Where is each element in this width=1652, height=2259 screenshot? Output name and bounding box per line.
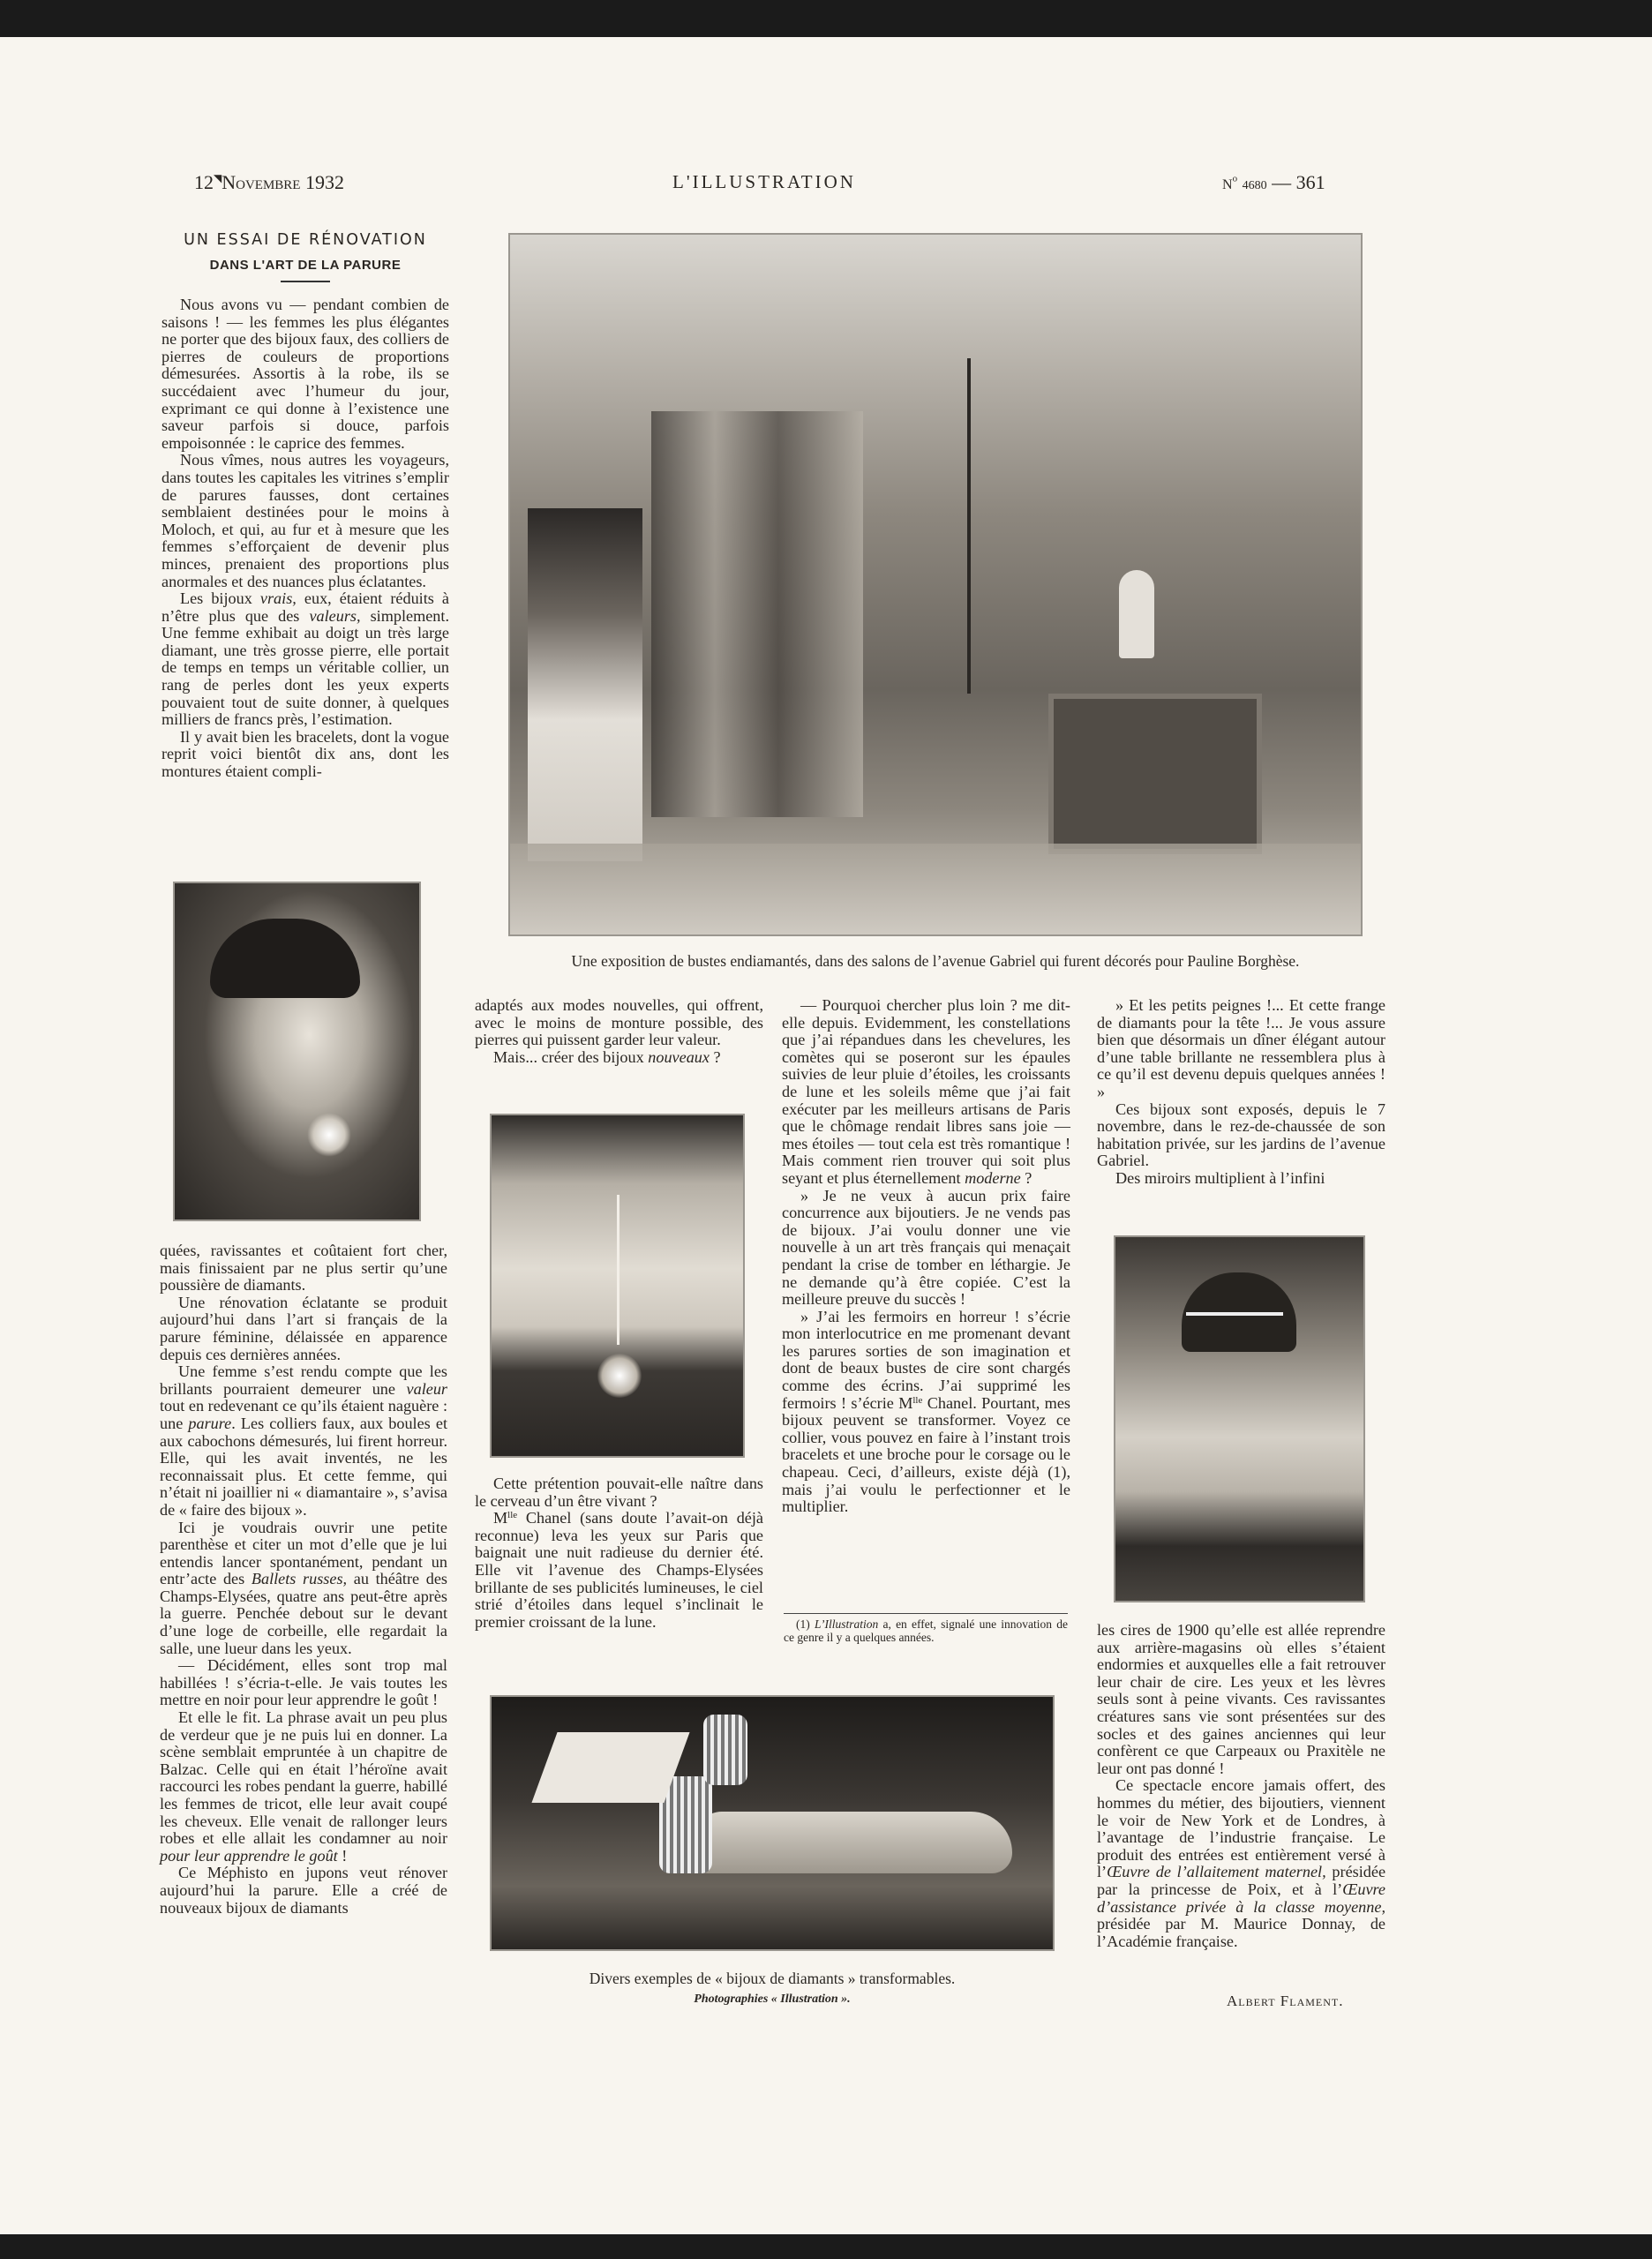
- text-segment: » J’ai les fermoirs en horreur ! s’écrie mon interlocutrice en me promenant devant les parures sorties de son imagination et dont de beaux bustes de cire sont chargés comme des écrins. J’ai supprimé les fermoirs ! s’écrie M: [782, 1307, 1070, 1412]
- article-title: UN ESSAI DE RÉNOVATION: [184, 231, 427, 249]
- issue-sup: o: [1232, 173, 1238, 184]
- issue-prefix: N: [1222, 177, 1233, 192]
- text-segment: valeur: [406, 1379, 447, 1398]
- column-2-bottom: [475, 1475, 763, 1631]
- text-segment: eux, étaient réduits à n’être plus que des: [161, 589, 449, 625]
- text-segment: Il y avait bien les bracelets, dont la vogue reprit voici bientôt dix ans, dont les montures étaient compli-: [161, 727, 449, 781]
- text-segment: ?: [1020, 1168, 1032, 1187]
- text-segment: Et elle le fit. La phrase avait un peu plus de verdeur que je ne puis lui en donner. La scène semblait empruntée à un chapitre de Balzac. Celle qui en était l’héroïne avait raccourci les robes pendant la guerre, habillé les femmes de tricot, elle leur avait coupé les cheveux. Elle venait de rallonger leurs robes et elle allait les condamner au noir: [160, 1708, 447, 1848]
- text-segment: Nous vîmes, nous autres les voyageurs, dans toutes les capitales les vitrines s’emplir de parures fausses, dont certaines semblaient destinées pour le moins à Moloch, et qui, au fur et à mesure que les femmes s’efforçaient de devenir plus minces, prenaient des proportions plus anormales et des nuances plus éclatantes.: [161, 451, 449, 590]
- text-segment: Des miroirs multiplient à l’infini: [1115, 1168, 1325, 1187]
- text-segment: Chanel. Pourtant, mes bijoux peuvent se transformer. Voyez ce collier, vous pouvez en faire à l’instant trois bracelets et une broche pour le corsage ou le chapeau. Ceci, d’ailleurs, existe déjà (1), mais j’ai voulu le perfectionner et le multiplier.: [782, 1393, 1070, 1516]
- necklace-bust-photo: [490, 1114, 745, 1458]
- date-year: 1932: [304, 171, 344, 193]
- footnote-text: a, en effet, signalé une innovation de ce genre il y a quelques années.: [784, 1617, 1069, 1644]
- bracelets-photo-caption: Divers exemples de « bijoux de diamants » transformables.: [589, 1970, 956, 1987]
- text-segment: M: [493, 1509, 508, 1527]
- text-segment: !: [337, 1846, 348, 1865]
- text-segment: Cette prétention pouvait-elle naître dans le cerveau d’un être vivant ?: [475, 1475, 763, 1510]
- paragraph: [161, 296, 449, 452]
- title-rule: [281, 281, 330, 282]
- paragraph: [161, 590, 449, 729]
- paragraph: [1097, 997, 1385, 1101]
- paragraph: [160, 1363, 447, 1519]
- text-segment: nouveaux: [648, 1047, 710, 1066]
- text-segment: » Et les petits peignes !... Et cette frange de diamants pour la tête !... Je vous assure bien que désormais un dîner élégant autour d’une table brillante ne ressemblera plus à ce qu’il est devenu depuis quelques années ! »: [1097, 996, 1385, 1100]
- paragraph: [1097, 1777, 1385, 1950]
- text-segment: » Je ne veux à aucun prix faire concurrence aux bijoutiers. Je ne vends pas de bijoux. J’ai voulu donner une vie nouvelle à un art très français qui menaçait pendant la crise de tomber en léthargie. Je ne demande qu’à être copiée. C’est la meilleure preuve du succès !: [782, 1186, 1070, 1309]
- paragraph: [160, 1295, 447, 1363]
- paragraph: [160, 1865, 447, 1917]
- issue-date: 12◥Novembre 1932: [194, 171, 344, 193]
- text-segment: lle: [507, 1510, 518, 1521]
- magazine-title: L'ILLUSTRATION: [672, 171, 856, 192]
- paragraph: [1097, 1101, 1385, 1170]
- footnote-rule: [784, 1613, 1068, 1614]
- text-segment: Une rénovation éclatante se produit aujourd’hui dans l’art si français de la parure féminine, délaissée en apparence depuis ces dernières années.: [160, 1293, 447, 1363]
- date-day: 12: [194, 171, 214, 193]
- text-segment: . Les colliers faux, aux boules et aux cabochons démesurés, lui firent horreur. Elle, qui les avait inventés, ne les reconnaissait plus. Et cette femme, qui n’était ni joaillier ni « diamantaire », s’avisa de « faire des bijoux ».: [160, 1414, 448, 1519]
- text-segment: vrais,: [259, 589, 297, 608]
- text-segment: Œuvre d’assistance privée à la classe moyenne,: [1097, 1880, 1385, 1916]
- footnote-italic: L’Illustration: [814, 1617, 879, 1631]
- bottom-bar: [0, 2234, 1652, 2259]
- text-segment: moderne: [965, 1168, 1021, 1187]
- paragraph: [475, 997, 763, 1049]
- top-bar: [0, 0, 1652, 37]
- text-segment: — Décidément, elles sont trop mal habillées ! s’écria-t-elle. Je vais toutes les mettre en noir pour leur apprendre le goût !: [160, 1656, 447, 1709]
- text-segment: présidée par M. Maurice Donnay, de l’Académie française.: [1097, 1915, 1385, 1950]
- text-segment: Les bijoux: [180, 589, 260, 608]
- issue-number: 4680: [1242, 179, 1267, 192]
- photo-credit: Photographies « Illustration ».: [694, 1993, 851, 2006]
- footnote-marker: (1): [796, 1617, 810, 1631]
- text-segment: Ballets russes,: [251, 1570, 348, 1588]
- text-segment: présidée par la princesse de Poix, et à l’: [1097, 1863, 1386, 1898]
- paragraph: [475, 1049, 763, 1067]
- text-segment: Mais... créer des bijoux: [493, 1047, 649, 1066]
- text-segment: parure: [188, 1414, 232, 1432]
- paragraph: [475, 1475, 763, 1510]
- text-segment: Ce Méphisto en jupons veut rénover aujourd’hui la parure. Elle a créé de nouveaux bijoux de diamants: [160, 1864, 447, 1917]
- text-segment: Ces bijoux sont exposés, depuis le 7 novembre, dans le rez-de-chaussée de son habitation privée, sur les jardins de l’avenue Gabriel.: [1097, 1099, 1385, 1170]
- text-segment: Ici je voudrais ouvrir une petite parenthèse et citer un mot d’elle que je lui entendis lancer spontanément, pendant un entr’acte des: [160, 1518, 447, 1588]
- column-4-top: [1097, 997, 1385, 1188]
- paragraph: [782, 997, 1070, 1188]
- paragraph: [160, 1657, 447, 1709]
- text-segment: tout en redevenant ce qu’ils étaient naguère : une: [160, 1397, 447, 1432]
- paragraph: [160, 1242, 447, 1295]
- text-segment: Une femme s’est rendu compte que les brillants pourraient demeurer une: [160, 1362, 447, 1398]
- date-month: Novembre: [222, 171, 301, 193]
- page-number: — 361: [1272, 171, 1325, 193]
- text-segment: valeurs,: [309, 606, 361, 625]
- paragraph: [475, 1510, 763, 1631]
- article-subtitle: DANS L'ART DE LA PARURE: [209, 258, 402, 273]
- diamond-fringe-bust-photo: [1114, 1235, 1365, 1602]
- bracelets-hand-photo: [490, 1695, 1055, 1951]
- column-1-top: [161, 296, 449, 781]
- paragraph: [1097, 1622, 1385, 1777]
- text-segment: Chanel (sans doute l’avait-on déjà reconnue) leva les yeux sur Paris que baignait une nuit radieuse du dernier été. Elle vit l’avenue des Champs-Elysées brillante de ses publicités lumineuses, le ciel strié d’étoiles dans lequel s’inclinait le premier croissant de la lune.: [475, 1509, 763, 1631]
- salon-photo-caption: Une exposition de bustes endiamantés, dans des salons de l’avenue Gabriel qui furent décorés pour Pauline Borghèse.: [571, 952, 1300, 970]
- paragraph: [161, 452, 449, 590]
- salon-exhibition-photo: [508, 233, 1363, 936]
- text-segment: les cires de 1900 qu’elle est allée reprendre aux arrière-magasins où elles s’étaient endormies et auxquelles elle a fait retrouver leur chair de cire. Les yeux et les lèvres seuls sont à peine vivants. Ces ravissantes créatures sans vie sont présentées sur des socles et des gaines anciennes qui leur confèrent ce que Carpeaux ou Praxitèle ne leur ont pas donné !: [1097, 1621, 1385, 1777]
- column-2-top: [475, 997, 763, 1066]
- paragraph: [1097, 1170, 1385, 1188]
- text-segment: Nous avons vu — pendant combien de saisons ! — les femmes les plus élégantes ne porter que des bijoux faux, des colliers de pierres de couleurs de proportions démesurées. Assortis à la robe, ils se succédaient avec l’humeur du jour, exprimant ce qui donne à l’existence une saveur parfois si douce, parfois empoisonnée : le caprice des femmes.: [161, 296, 449, 452]
- paragraph: [782, 1309, 1070, 1516]
- text-segment: pour leur apprendre le goût: [160, 1846, 338, 1865]
- text-segment: au théâtre des Champs-Elysées, quatre ans peut-être après la guerre. Penchée debout sur le devant d’une loge de corbeille, elle regardait la salle, une lueur dans les yeux.: [160, 1570, 447, 1657]
- column-1-bottom: [160, 1242, 447, 1917]
- text-segment: simplement. Une femme exhibait au doigt un très large diamant, une très grosse pierre, elle portait de temps en temps un véritable collier, un rang de perles dont les yeux experts pouvaient tout de suite donner, à quelques milliers de francs près, l’estimation.: [161, 606, 449, 729]
- text-segment: — Pourquoi chercher plus loin ? me dit-elle depuis. Evidemment, les constellations que j’ai répandues dans les chevelures, les comètes qui se poseront sur les épaules suivies de leur pluie d’étoiles, les croissants de lune et les soleils même que j’ai fait exécuter par les meilleurs artisans de Paris que le chômage rendait libres sans joie — mes étoiles — tout cela est très romantique ! Mais comment rien trouver qui soit plus seyant et plus éternellement: [782, 996, 1070, 1187]
- issue-page-number: [1222, 171, 1325, 194]
- footnote: [784, 1618, 1068, 1644]
- text-segment: ?: [709, 1047, 721, 1066]
- column-4-bottom: [1097, 1622, 1385, 1950]
- paragraph: [160, 1709, 447, 1865]
- paragraph: [782, 1188, 1070, 1309]
- paragraph: [160, 1520, 447, 1658]
- column-3: [782, 997, 1070, 1516]
- woman-with-star-hat-photo: [173, 882, 421, 1221]
- text-segment: Ce spectacle encore jamais offert, des hommes du métier, des bijoutiers, viennent le voir de New York et de Londres, à l’avantage de l’industrie française. Le produit des entrées est entièrement versé à l’: [1097, 1776, 1385, 1881]
- text-segment: Œuvre de l’allaitement maternel,: [1107, 1863, 1326, 1881]
- text-segment: adaptés aux modes nouvelles, qui offrent, avec le moins de monture possible, des pierres qui puissent garder leur valeur.: [475, 996, 763, 1049]
- text-segment: quées, ravissantes et coûtaient fort cher, mais finissaient par ne plus sertir qu’une poussière de diamants.: [160, 1242, 447, 1295]
- text-segment: lle: [912, 1394, 923, 1406]
- author-signature: Albert Flament.: [1227, 1993, 1344, 2009]
- paragraph: [161, 729, 449, 781]
